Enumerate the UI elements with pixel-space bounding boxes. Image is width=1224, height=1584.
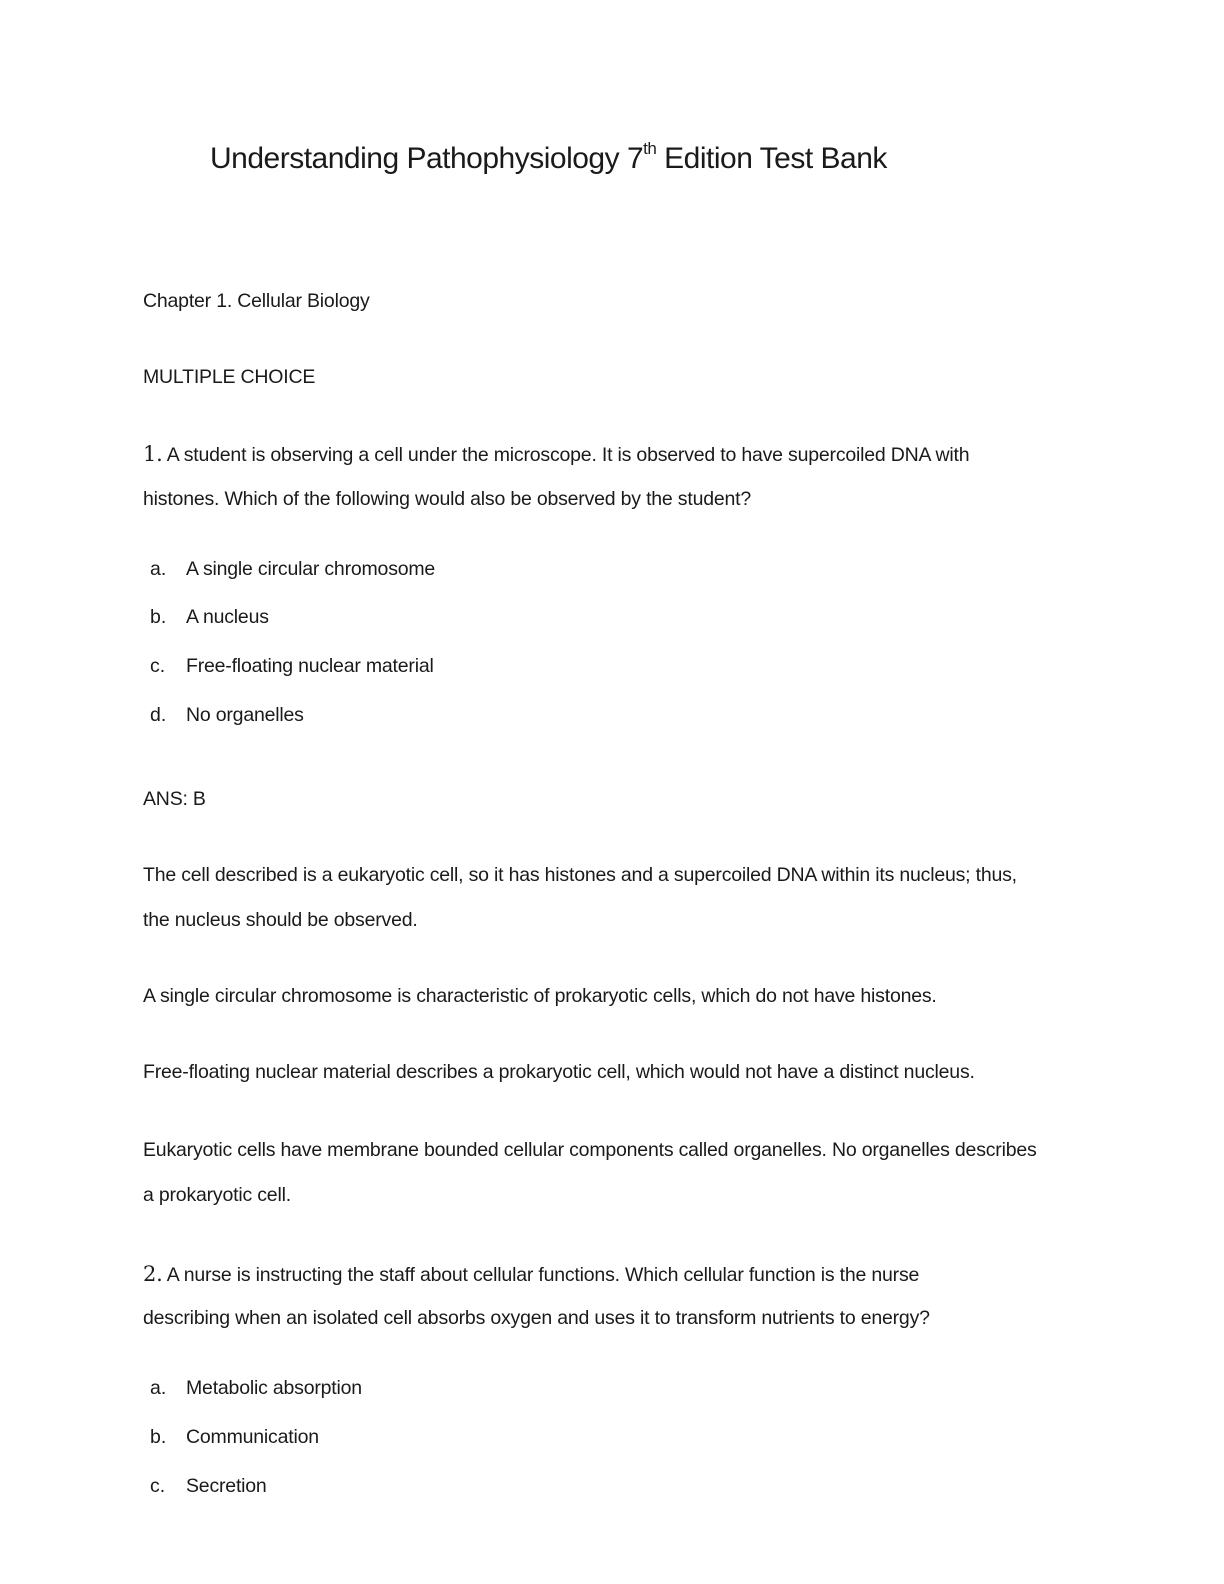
question-1-stem-line-2: histones. Which of the following would also be observed by the student? [143, 488, 752, 510]
question-2-option-c-letter: c. [150, 1475, 166, 1497]
question-2-option-c-text: Secretion [186, 1475, 267, 1497]
question-1-rationale-line-4: Free-floating nuclear material describes a prokaryotic cell, which would not have a distinct nucleus. [143, 1061, 975, 1083]
title-rest: Edition Test Bank [656, 142, 887, 175]
document-title [210, 139, 887, 176]
question-1-answer: ANS: B [143, 788, 206, 810]
question-2-number: 2. [143, 1262, 163, 1286]
section-heading: MULTIPLE CHOICE [143, 366, 316, 388]
question-1-rationale-line-1: The cell described is a eukaryotic cell, so it has histones and a supercoiled DNA within its nucleus; thus, [143, 864, 1017, 886]
question-2-stem-line-2: describing when an isolated cell absorbs oxygen and uses it to transform nutrients to energy? [143, 1307, 930, 1329]
question-1-rationale-line-5: Eukaryotic cells have membrane bounded cellular components called organelles. No organelles describes [143, 1139, 1037, 1161]
question-1-rationale-line-2: the nucleus should be observed. [143, 909, 418, 931]
question-1-option-c-text: Free-floating nuclear material [186, 655, 434, 677]
question-2-stem-line-1: 2. A nurse is instructing the staff about cellular functions. Which cellular function is the nurse [143, 1262, 920, 1286]
question-1-option-b-text: A nucleus [186, 606, 269, 628]
question-1-option-a-letter: a. [150, 558, 167, 580]
question-1-option-d-text: No organelles [186, 704, 304, 726]
question-1-number: 1. [143, 442, 163, 466]
question-2-option-a-letter: a. [150, 1377, 167, 1399]
question-1-rationale-line-6: a prokaryotic cell. [143, 1184, 291, 1206]
question-1-option-c-letter: c. [150, 655, 166, 677]
question-1-stem-line-1: 1. A student is observing a cell under the microscope. It is observed to have supercoiled DNA with [143, 442, 970, 466]
question-2-option-b-text: Communication [186, 1426, 319, 1448]
question-1-rationale-line-3: A single circular chromosome is characteristic of prokaryotic cells, which do not have histones. [143, 985, 937, 1007]
title-main: Understanding Pathophysiology 7 [210, 142, 644, 175]
question-2-option-b-letter: b. [150, 1426, 167, 1448]
chapter-heading: Chapter 1. Cellular Biology [143, 290, 370, 312]
question-1-option-d-letter: d. [150, 704, 167, 726]
question-2-option-a-text: Metabolic absorption [186, 1377, 362, 1399]
question-1-option-b-letter: b. [150, 606, 167, 628]
title-superscript: th [643, 139, 657, 158]
question-1-option-a-text: A single circular chromosome [186, 558, 436, 580]
